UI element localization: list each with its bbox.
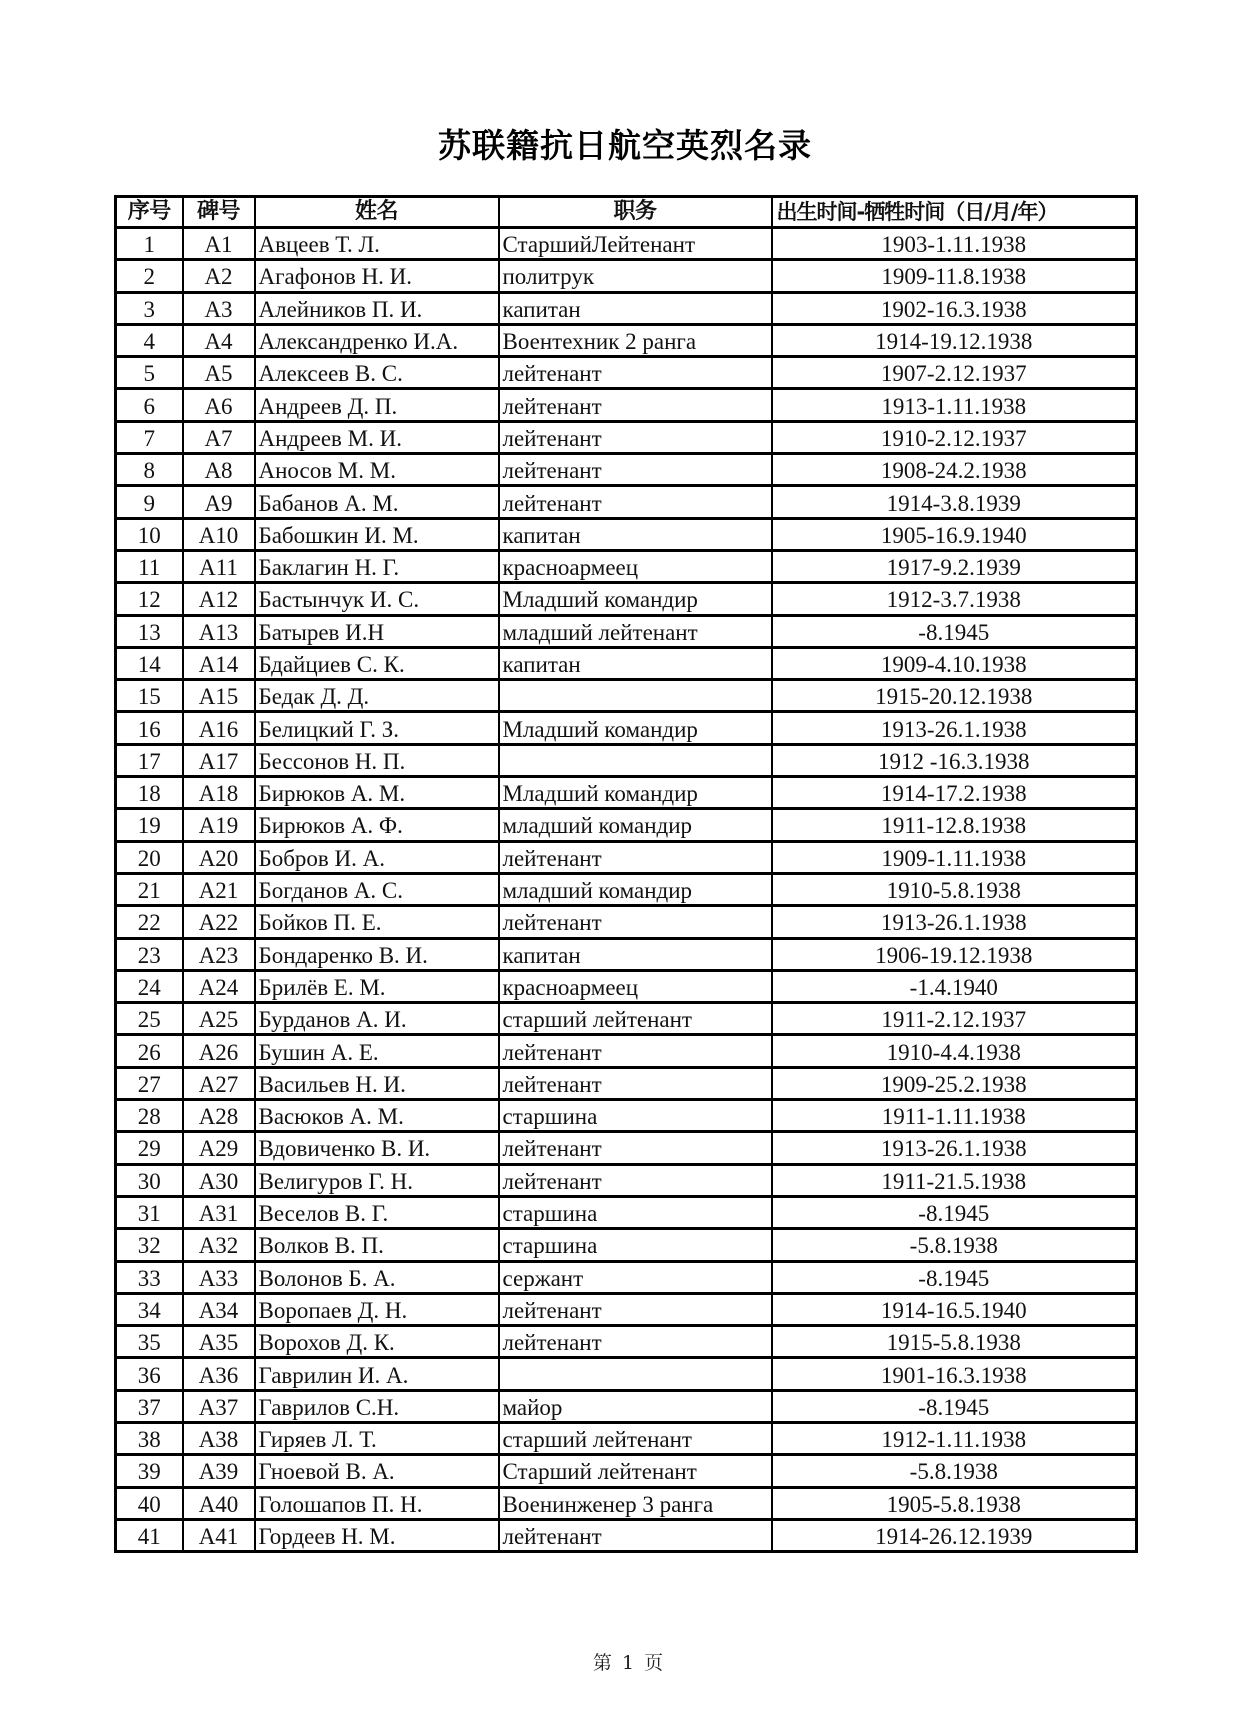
cell-dates: 1914-16.5.1940 bbox=[772, 1293, 1137, 1325]
cell-rank: Младший командир bbox=[499, 583, 772, 615]
cell-rank: младший командир bbox=[499, 873, 772, 905]
cell-dates: -8.1945 bbox=[772, 1196, 1137, 1228]
cell-name: Гаврилов С.Н. bbox=[255, 1390, 499, 1422]
cell-monument-number: A30 bbox=[183, 1164, 255, 1196]
cell-seq: 4 bbox=[116, 324, 183, 356]
cell-seq: 33 bbox=[116, 1261, 183, 1293]
cell-name: Андреев М. И. bbox=[255, 421, 499, 453]
cell-monument-number: A38 bbox=[183, 1422, 255, 1454]
table-row bbox=[116, 777, 1137, 809]
cell-name: Гноевой В. А. bbox=[255, 1455, 499, 1487]
table-row bbox=[116, 454, 1137, 486]
cell-name: Бессонов Н. П. bbox=[255, 744, 499, 776]
cell-monument-number: A34 bbox=[183, 1293, 255, 1325]
cell-name: Бабанов А. М. bbox=[255, 486, 499, 518]
cell-name: Богданов А. С. bbox=[255, 873, 499, 905]
cell-rank: старший лейтенант bbox=[499, 1422, 772, 1454]
cell-dates: 1911-1.11.1938 bbox=[772, 1100, 1137, 1132]
cell-monument-number: A4 bbox=[183, 324, 255, 356]
table-row bbox=[116, 1358, 1137, 1390]
cell-seq: 30 bbox=[116, 1164, 183, 1196]
cell-rank: лейтенант bbox=[499, 1132, 772, 1164]
cell-rank: лейтенант bbox=[499, 357, 772, 389]
cell-name: Голошапов П. Н. bbox=[255, 1487, 499, 1519]
cell-rank bbox=[499, 680, 772, 712]
page-number: 第 1 页 bbox=[592, 1652, 664, 1674]
cell-dates: 1907-2.12.1937 bbox=[772, 357, 1137, 389]
cell-rank: лейтенант bbox=[499, 454, 772, 486]
cell-rank: капитан bbox=[499, 647, 772, 679]
table-row bbox=[116, 1487, 1137, 1519]
cell-rank bbox=[499, 1358, 772, 1390]
cell-monument-number: A23 bbox=[183, 938, 255, 970]
table-row bbox=[116, 292, 1137, 324]
cell-dates: 1902-16.3.1938 bbox=[772, 292, 1137, 324]
cell-rank bbox=[499, 744, 772, 776]
cell-rank: СтаршийЛейтенант bbox=[499, 228, 772, 260]
cell-dates: -8.1945 bbox=[772, 1390, 1137, 1422]
cell-seq: 22 bbox=[116, 906, 183, 938]
cell-name: Бдайциев С. К. bbox=[255, 647, 499, 679]
cell-name: Андреев Д. П. bbox=[255, 389, 499, 421]
cell-dates: 1901-16.3.1938 bbox=[772, 1358, 1137, 1390]
table-row bbox=[116, 712, 1137, 744]
cell-seq: 7 bbox=[116, 421, 183, 453]
cell-name: Волков В. П. bbox=[255, 1229, 499, 1261]
table-row bbox=[116, 421, 1137, 453]
cell-monument-number: A9 bbox=[183, 486, 255, 518]
cell-rank: политрук bbox=[499, 260, 772, 292]
cell-monument-number: A33 bbox=[183, 1261, 255, 1293]
cell-rank: старшина bbox=[499, 1196, 772, 1228]
table-header-row bbox=[116, 197, 1137, 228]
table-row bbox=[116, 1422, 1137, 1454]
cell-monument-number: A28 bbox=[183, 1100, 255, 1132]
cell-rank: Старший лейтенант bbox=[499, 1455, 772, 1487]
cell-monument-number: A32 bbox=[183, 1229, 255, 1261]
cell-dates: 1912 -16.3.1938 bbox=[772, 744, 1137, 776]
table-row bbox=[116, 1100, 1137, 1132]
cell-dates: 1913-1.11.1938 bbox=[772, 389, 1137, 421]
cell-name: Бирюков А. М. bbox=[255, 777, 499, 809]
table-row bbox=[116, 1326, 1137, 1358]
cell-name: Вдовиченко В. И. bbox=[255, 1132, 499, 1164]
table-row bbox=[116, 324, 1137, 356]
table-row bbox=[116, 1164, 1137, 1196]
table-row bbox=[116, 1455, 1137, 1487]
cell-monument-number: A26 bbox=[183, 1035, 255, 1067]
table-row bbox=[116, 970, 1137, 1002]
table-row bbox=[116, 357, 1137, 389]
cell-rank: младший командир bbox=[499, 809, 772, 841]
cell-name: Васюков А. М. bbox=[255, 1100, 499, 1132]
header-birth-death-dates: 出生时间-牺牲时间（日/月/年） bbox=[772, 197, 1137, 228]
table-row bbox=[116, 1196, 1137, 1228]
cell-monument-number: A20 bbox=[183, 841, 255, 873]
cell-monument-number: A3 bbox=[183, 292, 255, 324]
cell-monument-number: A41 bbox=[183, 1519, 255, 1551]
cell-dates: 1917-9.2.1939 bbox=[772, 550, 1137, 582]
cell-dates: 1912-1.11.1938 bbox=[772, 1422, 1137, 1454]
table-row bbox=[116, 647, 1137, 679]
cell-dates: 1909-25.2.1938 bbox=[772, 1067, 1137, 1099]
table-row bbox=[116, 1261, 1137, 1293]
cell-rank: лейтенант bbox=[499, 1326, 772, 1358]
cell-rank: лейтенант bbox=[499, 841, 772, 873]
table-row bbox=[116, 228, 1137, 260]
table-row bbox=[116, 1229, 1137, 1261]
cell-seq: 5 bbox=[116, 357, 183, 389]
cell-name: Ворохов Д. К. bbox=[255, 1326, 499, 1358]
cell-seq: 17 bbox=[116, 744, 183, 776]
cell-seq: 38 bbox=[116, 1422, 183, 1454]
table-row bbox=[116, 1035, 1137, 1067]
cell-rank: старший лейтенант bbox=[499, 1003, 772, 1035]
cell-rank: капитан bbox=[499, 518, 772, 550]
table-row bbox=[116, 583, 1137, 615]
cell-name: Брилёв Е. М. bbox=[255, 970, 499, 1002]
cell-monument-number: A27 bbox=[183, 1067, 255, 1099]
cell-dates: -5.8.1938 bbox=[772, 1229, 1137, 1261]
cell-dates: 1909-4.10.1938 bbox=[772, 647, 1137, 679]
memorial-roster-table bbox=[114, 195, 1138, 1553]
cell-dates: 1914-17.2.1938 bbox=[772, 777, 1137, 809]
cell-seq: 3 bbox=[116, 292, 183, 324]
cell-name: Васильев Н. И. bbox=[255, 1067, 499, 1099]
cell-monument-number: A39 bbox=[183, 1455, 255, 1487]
cell-seq: 27 bbox=[116, 1067, 183, 1099]
cell-name: Бойков П. Е. bbox=[255, 906, 499, 938]
cell-seq: 9 bbox=[116, 486, 183, 518]
table-row bbox=[116, 486, 1137, 518]
cell-name: Бирюков А. Ф. bbox=[255, 809, 499, 841]
cell-dates: 1915-20.12.1938 bbox=[772, 680, 1137, 712]
table-row bbox=[116, 389, 1137, 421]
header-monument-number: 碑号 bbox=[183, 197, 255, 228]
cell-rank: Младший командир bbox=[499, 712, 772, 744]
cell-monument-number: A1 bbox=[183, 228, 255, 260]
cell-name: Бабошкин И. М. bbox=[255, 518, 499, 550]
cell-monument-number: A15 bbox=[183, 680, 255, 712]
cell-name: Бушин А. Е. bbox=[255, 1035, 499, 1067]
cell-name: Белицкий Г. З. bbox=[255, 712, 499, 744]
cell-monument-number: A11 bbox=[183, 550, 255, 582]
table-row bbox=[116, 260, 1137, 292]
cell-rank: старшина bbox=[499, 1100, 772, 1132]
table-row bbox=[116, 744, 1137, 776]
table-row bbox=[116, 841, 1137, 873]
cell-seq: 34 bbox=[116, 1293, 183, 1325]
cell-name: Агафонов Н. И. bbox=[255, 260, 499, 292]
cell-dates: 1910-4.4.1938 bbox=[772, 1035, 1137, 1067]
cell-seq: 12 bbox=[116, 583, 183, 615]
cell-monument-number: A2 bbox=[183, 260, 255, 292]
cell-name: Бурданов А. И. bbox=[255, 1003, 499, 1035]
cell-seq: 14 bbox=[116, 647, 183, 679]
cell-rank: лейтенант bbox=[499, 1035, 772, 1067]
cell-monument-number: A36 bbox=[183, 1358, 255, 1390]
cell-monument-number: A10 bbox=[183, 518, 255, 550]
table-row bbox=[116, 938, 1137, 970]
cell-monument-number: A13 bbox=[183, 615, 255, 647]
cell-seq: 11 bbox=[116, 550, 183, 582]
cell-seq: 1 bbox=[116, 228, 183, 260]
cell-monument-number: A29 bbox=[183, 1132, 255, 1164]
cell-monument-number: A19 bbox=[183, 809, 255, 841]
cell-dates: 1913-26.1.1938 bbox=[772, 906, 1137, 938]
cell-rank: Военинженер 3 ранга bbox=[499, 1487, 772, 1519]
cell-rank: лейтенант bbox=[499, 1519, 772, 1551]
cell-name: Алексеев В. С. bbox=[255, 357, 499, 389]
cell-rank: Воентехник 2 ранга bbox=[499, 324, 772, 356]
cell-name: Бастынчук И. С. bbox=[255, 583, 499, 615]
header-seq: 序号 bbox=[116, 197, 183, 228]
cell-seq: 39 bbox=[116, 1455, 183, 1487]
cell-monument-number: A14 bbox=[183, 647, 255, 679]
cell-name: Баклагин Н. Г. bbox=[255, 550, 499, 582]
cell-monument-number: A40 bbox=[183, 1487, 255, 1519]
cell-dates: 1915-5.8.1938 bbox=[772, 1326, 1137, 1358]
cell-rank: лейтенант bbox=[499, 906, 772, 938]
cell-seq: 40 bbox=[116, 1487, 183, 1519]
cell-seq: 2 bbox=[116, 260, 183, 292]
cell-dates: 1910-5.8.1938 bbox=[772, 873, 1137, 905]
cell-name: Александренко И.А. bbox=[255, 324, 499, 356]
cell-dates: 1903-1.11.1938 bbox=[772, 228, 1137, 260]
cell-rank: лейтенант bbox=[499, 1067, 772, 1099]
table-row bbox=[116, 873, 1137, 905]
cell-name: Воропаев Д. Н. bbox=[255, 1293, 499, 1325]
cell-name: Гиряев Л. Т. bbox=[255, 1422, 499, 1454]
cell-name: Авцеев Т. Л. bbox=[255, 228, 499, 260]
cell-dates: 1912-3.7.1938 bbox=[772, 583, 1137, 615]
table-row bbox=[116, 550, 1137, 582]
cell-seq: 13 bbox=[116, 615, 183, 647]
cell-seq: 28 bbox=[116, 1100, 183, 1132]
cell-seq: 31 bbox=[116, 1196, 183, 1228]
cell-monument-number: A12 bbox=[183, 583, 255, 615]
cell-rank: младший лейтенант bbox=[499, 615, 772, 647]
cell-dates: 1905-16.9.1940 bbox=[772, 518, 1137, 550]
cell-monument-number: A17 bbox=[183, 744, 255, 776]
cell-dates: 1911-21.5.1938 bbox=[772, 1164, 1137, 1196]
cell-rank: капитан bbox=[499, 292, 772, 324]
table-row bbox=[116, 906, 1137, 938]
cell-rank: Младший командир bbox=[499, 777, 772, 809]
cell-monument-number: A18 bbox=[183, 777, 255, 809]
cell-name: Гаврилин И. А. bbox=[255, 1358, 499, 1390]
cell-name: Бобров И. А. bbox=[255, 841, 499, 873]
cell-monument-number: A25 bbox=[183, 1003, 255, 1035]
cell-monument-number: A5 bbox=[183, 357, 255, 389]
table-row bbox=[116, 518, 1137, 550]
cell-monument-number: A22 bbox=[183, 906, 255, 938]
cell-monument-number: A7 bbox=[183, 421, 255, 453]
cell-dates: 1909-11.8.1938 bbox=[772, 260, 1137, 292]
cell-rank: майор bbox=[499, 1390, 772, 1422]
cell-seq: 18 bbox=[116, 777, 183, 809]
cell-seq: 29 bbox=[116, 1132, 183, 1164]
table-row bbox=[116, 1132, 1137, 1164]
cell-rank: лейтенант bbox=[499, 486, 772, 518]
table-body bbox=[116, 228, 1137, 1552]
cell-dates: 1913-26.1.1938 bbox=[772, 1132, 1137, 1164]
cell-name: Велигуров Г. Н. bbox=[255, 1164, 499, 1196]
cell-rank: старшина bbox=[499, 1229, 772, 1261]
table-row bbox=[116, 1390, 1137, 1422]
cell-rank: лейтенант bbox=[499, 1164, 772, 1196]
table-row bbox=[116, 1067, 1137, 1099]
cell-seq: 16 bbox=[116, 712, 183, 744]
cell-name: Алейников П. И. bbox=[255, 292, 499, 324]
header-name: 姓名 bbox=[255, 197, 499, 228]
cell-seq: 41 bbox=[116, 1519, 183, 1551]
cell-seq: 19 bbox=[116, 809, 183, 841]
cell-dates: 1914-19.12.1938 bbox=[772, 324, 1137, 356]
cell-seq: 10 bbox=[116, 518, 183, 550]
cell-monument-number: A31 bbox=[183, 1196, 255, 1228]
cell-rank: красноармеец bbox=[499, 550, 772, 582]
cell-monument-number: A6 bbox=[183, 389, 255, 421]
cell-monument-number: A16 bbox=[183, 712, 255, 744]
cell-dates: 1914-26.12.1939 bbox=[772, 1519, 1137, 1551]
cell-seq: 35 bbox=[116, 1326, 183, 1358]
cell-monument-number: A21 bbox=[183, 873, 255, 905]
cell-dates: -1.4.1940 bbox=[772, 970, 1137, 1002]
cell-rank: лейтенант bbox=[499, 1293, 772, 1325]
cell-seq: 26 bbox=[116, 1035, 183, 1067]
cell-rank: лейтенант bbox=[499, 389, 772, 421]
table-row bbox=[116, 615, 1137, 647]
cell-seq: 25 bbox=[116, 1003, 183, 1035]
cell-seq: 32 bbox=[116, 1229, 183, 1261]
cell-seq: 24 bbox=[116, 970, 183, 1002]
cell-dates: 1914-3.8.1939 bbox=[772, 486, 1137, 518]
cell-seq: 36 bbox=[116, 1358, 183, 1390]
cell-monument-number: A35 bbox=[183, 1326, 255, 1358]
cell-dates: 1909-1.11.1938 bbox=[772, 841, 1137, 873]
cell-seq: 23 bbox=[116, 938, 183, 970]
table-row bbox=[116, 809, 1137, 841]
cell-monument-number: A24 bbox=[183, 970, 255, 1002]
cell-name: Веселов В. Г. bbox=[255, 1196, 499, 1228]
cell-dates: 1913-26.1.1938 bbox=[772, 712, 1137, 744]
table-row bbox=[116, 1519, 1137, 1551]
cell-dates: 1906-19.12.1938 bbox=[772, 938, 1137, 970]
cell-name: Бондаренко В. И. bbox=[255, 938, 499, 970]
document-title: 苏联籍抗日航空英烈名录 bbox=[438, 126, 812, 165]
table-row bbox=[116, 680, 1137, 712]
cell-dates: 1908-24.2.1938 bbox=[772, 454, 1137, 486]
cell-dates: 1910-2.12.1937 bbox=[772, 421, 1137, 453]
cell-dates: 1905-5.8.1938 bbox=[772, 1487, 1137, 1519]
cell-name: Волонов Б. А. bbox=[255, 1261, 499, 1293]
cell-rank: лейтенант bbox=[499, 421, 772, 453]
cell-seq: 21 bbox=[116, 873, 183, 905]
cell-rank: сержант bbox=[499, 1261, 772, 1293]
cell-dates: -8.1945 bbox=[772, 1261, 1137, 1293]
cell-seq: 8 bbox=[116, 454, 183, 486]
cell-dates: 1911-2.12.1937 bbox=[772, 1003, 1137, 1035]
cell-dates: 1911-12.8.1938 bbox=[772, 809, 1137, 841]
cell-name: Батырев И.Н bbox=[255, 615, 499, 647]
cell-monument-number: A8 bbox=[183, 454, 255, 486]
cell-dates: -8.1945 bbox=[772, 615, 1137, 647]
cell-monument-number: A37 bbox=[183, 1390, 255, 1422]
table-row bbox=[116, 1003, 1137, 1035]
cell-seq: 6 bbox=[116, 389, 183, 421]
cell-name: Аносов М. М. bbox=[255, 454, 499, 486]
table-row bbox=[116, 1293, 1137, 1325]
cell-dates: -5.8.1938 bbox=[772, 1455, 1137, 1487]
cell-name: Гордеев Н. М. bbox=[255, 1519, 499, 1551]
cell-rank: капитан bbox=[499, 938, 772, 970]
cell-seq: 15 bbox=[116, 680, 183, 712]
cell-rank: красноармеец bbox=[499, 970, 772, 1002]
cell-name: Бедак Д. Д. bbox=[255, 680, 499, 712]
header-rank: 职务 bbox=[499, 197, 772, 228]
cell-seq: 37 bbox=[116, 1390, 183, 1422]
cell-seq: 20 bbox=[116, 841, 183, 873]
